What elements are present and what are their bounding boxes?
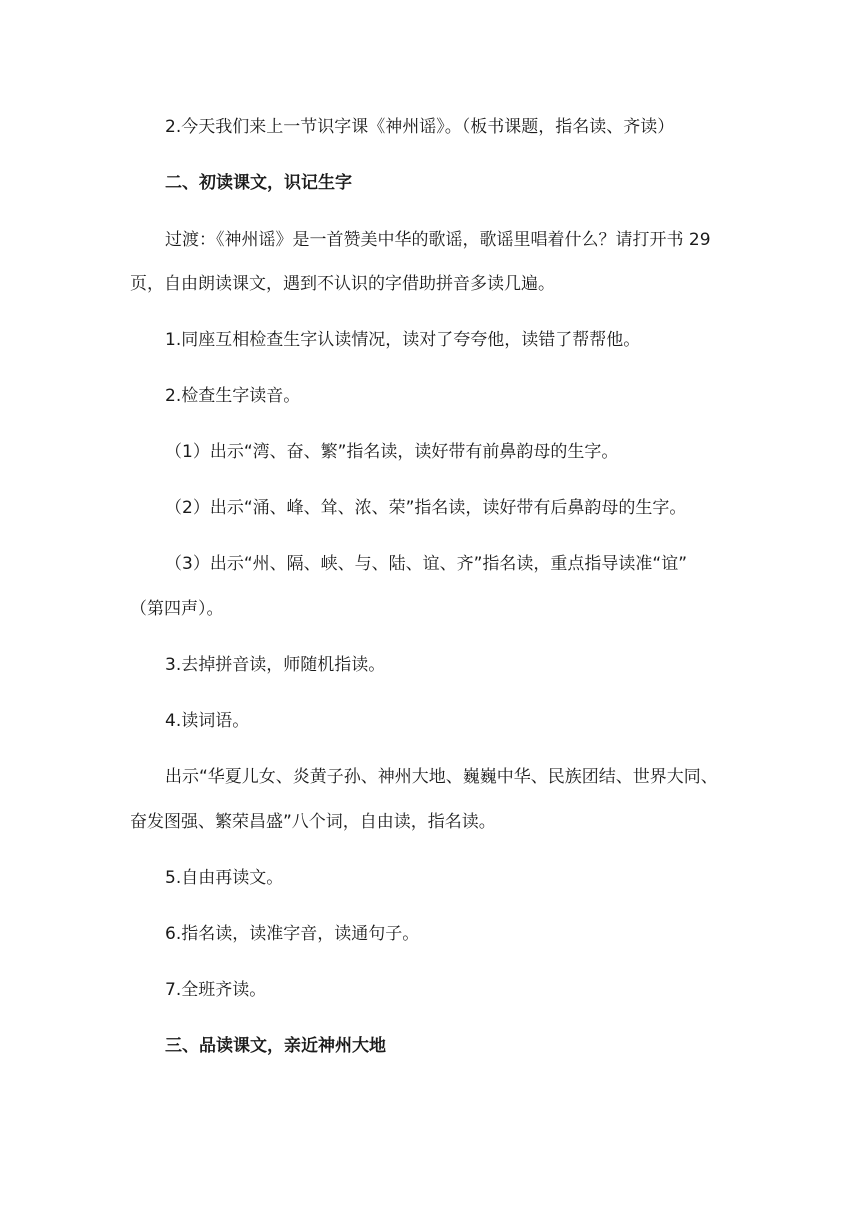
- paragraph-transition-line2: 页，自由朗读课文，遇到不认识的字借助拼音多读几遍。: [130, 274, 555, 294]
- step-6: 6.指名读，读准字音，读通句子。: [165, 924, 420, 944]
- section-heading-2: 二、初读课文，识记生字: [165, 173, 352, 193]
- substep-2: （2）出示“涌、峰、耸、浓、荣”指名读，读好带有后鼻韵母的生字。: [165, 498, 687, 518]
- section-heading-3: 三、品读课文，亲近神州大地: [165, 1036, 386, 1056]
- word-list-line2: 奋发图强、繁荣昌盛”八个词，自由读，指名读。: [130, 812, 496, 832]
- paragraph-lesson-intro: 2.今天我们来上一节识字课《神州谣》。（板书课题，指名读、齐读）: [165, 117, 675, 137]
- step-1: 1.同座互相检查生字认读情况，读对了夸夸他，读错了帮帮他。: [165, 330, 641, 350]
- substep-1: （1）出示“湾、奋、繁”指名读，读好带有前鼻韵母的生字。: [165, 442, 619, 462]
- step-7: 7.全班齐读。: [165, 980, 267, 1000]
- substep-3-line2: （第四声）。: [130, 599, 224, 619]
- substep-3-line1: （3）出示“州、隔、峡、与、陆、谊、齐”指名读，重点指导读准“谊”: [165, 554, 688, 574]
- word-list-line1: 出示“华夏儿女、炎黄子孙、神州大地、巍巍中华、民族团结、世界大同、: [165, 767, 718, 787]
- step-4: 4.读词语。: [165, 711, 250, 731]
- paragraph-transition-line1: 过渡：《神州谣》是一首赞美中华的歌谣，歌谣里唱着什么？请打开书 29: [165, 230, 711, 250]
- step-2: 2.检查生字读音。: [165, 386, 301, 406]
- step-5: 5.自由再读文。: [165, 868, 284, 888]
- step-3: 3.去掉拼音读，师随机指读。: [165, 655, 386, 675]
